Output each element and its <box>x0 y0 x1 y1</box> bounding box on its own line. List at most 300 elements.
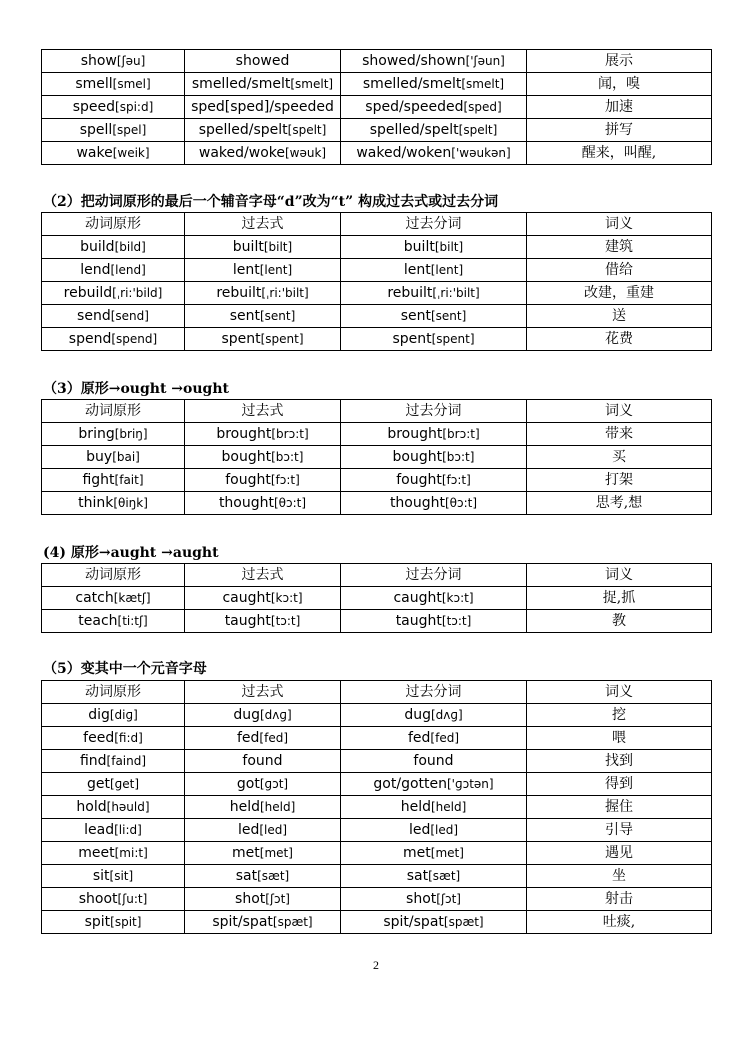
past-tense-cell-phonetic: [smelt] <box>290 77 334 91</box>
past-participle-cell-phonetic: [fɔ:t] <box>441 473 471 487</box>
base-form-cell-phonetic: [ʃəu] <box>116 54 146 68</box>
meaning-cell <box>527 773 712 796</box>
past-tense-cell-phonetic: [sent] <box>259 309 296 323</box>
past-tense-cell <box>185 446 341 469</box>
past-tense-cell-phonetic: [spent] <box>260 332 304 346</box>
base-form-cell-phonetic: [diɡ] <box>109 708 138 722</box>
past-participle-cell-phonetic: [held] <box>430 800 467 814</box>
base-form-cell-phonetic: [ʃu:t] <box>117 892 148 906</box>
base-form-cell-text: feed <box>83 730 115 746</box>
base-form-cell-phonetic: [sit] <box>109 869 134 883</box>
page-number: 2 <box>373 958 379 972</box>
past-participle-cell-phonetic: [kɔ:t] <box>441 591 474 605</box>
section-heading-2: （2）把动词原形的最后一个辅音字母“d”改为“t” 构成过去式或过去分词 <box>43 194 499 210</box>
meaning-cell <box>527 259 712 282</box>
base-form-cell-phonetic: [ti:tʃ] <box>117 614 148 628</box>
base-form-cell-text: build <box>80 239 115 255</box>
past-participle-cell-phonetic: ['ɡɔtən] <box>447 777 494 791</box>
header-past-participle <box>341 400 527 423</box>
past-tense-cell-phonetic: [ɡɔt] <box>259 777 289 791</box>
past-participle-cell <box>341 259 527 282</box>
header-past-tense <box>185 400 341 423</box>
table-row <box>42 911 712 934</box>
past-tense-cell <box>185 119 341 142</box>
past-participle-cell-text: built <box>403 239 435 255</box>
header-meaning <box>527 400 712 423</box>
base-form-cell <box>42 73 185 96</box>
past-participle-cell-text: rebuilt <box>387 285 433 301</box>
past-tense-cell-phonetic: [spelt] <box>287 123 327 137</box>
past-tense-cell <box>185 142 341 165</box>
base-form-cell <box>42 610 185 633</box>
past-tense-cell <box>185 727 341 750</box>
verb-table-4 <box>41 563 712 633</box>
past-tense-cell-text: smelled/smelt <box>191 76 291 92</box>
past-tense-cell <box>185 796 341 819</box>
base-form-cell <box>42 750 185 773</box>
meaning-cell <box>527 73 712 96</box>
past-tense-cell-phonetic: [bilt] <box>263 240 293 254</box>
meaning-cell <box>527 96 712 119</box>
verb-table-1 <box>41 49 712 165</box>
base-form-cell-text: hold <box>76 799 107 815</box>
base-form-cell-phonetic: [smel] <box>112 77 151 91</box>
past-tense-cell-text: lent <box>232 262 260 278</box>
table-row <box>42 727 712 750</box>
header-meaning-text: 词义 <box>605 216 633 232</box>
past-participle-cell <box>341 446 527 469</box>
meaning-cell-text: 握住 <box>605 799 633 815</box>
section-heading-4: (4) 原形→aught →aught <box>43 545 219 561</box>
table-row <box>42 704 712 727</box>
verb-table-3 <box>41 399 712 515</box>
past-tense-cell-text: brought <box>216 426 272 442</box>
base-form-cell <box>42 50 185 73</box>
past-participle-cell-text: sat <box>406 868 429 884</box>
past-participle-cell <box>341 305 527 328</box>
base-form-cell-phonetic: [spit] <box>110 915 142 929</box>
past-tense-cell-phonetic: [met] <box>259 846 293 860</box>
past-tense-cell-phonetic: [brɔ:t] <box>271 427 309 441</box>
past-participle-cell-text: spit/spat <box>383 914 444 930</box>
meaning-cell <box>527 282 712 305</box>
verb-table-5 <box>41 680 712 934</box>
meaning-cell <box>527 704 712 727</box>
meaning-cell-text: 找到 <box>605 753 633 769</box>
past-participle-cell-text: brought <box>387 426 443 442</box>
meaning-cell-text: 加速 <box>605 99 633 115</box>
table-header-row <box>42 564 712 587</box>
past-participle-cell-phonetic: [spæt] <box>443 915 484 929</box>
past-tense-cell <box>185 888 341 911</box>
table-row <box>42 842 712 865</box>
past-tense-cell <box>185 773 341 796</box>
past-tense-cell <box>185 865 341 888</box>
meaning-cell-text: 射击 <box>605 891 633 907</box>
base-form-cell <box>42 423 185 446</box>
past-tense-cell-text: led <box>237 822 260 838</box>
past-tense-cell-text: found <box>242 753 283 769</box>
past-tense-cell-phonetic: [sæt] <box>257 869 290 883</box>
base-form-cell-phonetic: [weik] <box>112 146 150 160</box>
header-base-form-text: 动词原形 <box>85 403 141 419</box>
past-participle-cell-text: sent <box>400 308 431 324</box>
past-tense-cell-text: met <box>232 845 260 861</box>
past-tense-cell <box>185 282 341 305</box>
past-participle-cell-phonetic: ['ʃəun] <box>465 54 505 68</box>
meaning-cell-text: 借给 <box>605 262 633 278</box>
table-row <box>42 96 712 119</box>
base-form-cell <box>42 587 185 610</box>
section-heading-3: （3）原形→ought →ought <box>43 381 229 397</box>
past-participle-cell-text: spelled/spelt <box>369 122 459 138</box>
past-tense-cell-text: thought <box>218 495 274 511</box>
meaning-cell-text: 挖 <box>612 707 626 723</box>
past-tense-cell <box>185 50 341 73</box>
base-form-cell-phonetic: [mi:t] <box>114 846 148 860</box>
past-tense-cell-phonetic: [held] <box>259 800 296 814</box>
past-participle-cell-text: sped/speeded <box>365 99 464 115</box>
past-participle-cell <box>341 423 527 446</box>
header-base-form <box>42 213 185 236</box>
header-past-tense-text: 过去式 <box>241 216 284 232</box>
meaning-cell <box>527 446 712 469</box>
past-participle-cell-text: got/gotten <box>373 776 447 792</box>
table-row <box>42 423 712 446</box>
past-tense-cell <box>185 750 341 773</box>
past-tense-cell <box>185 259 341 282</box>
past-participle-cell-text: lent <box>403 262 431 278</box>
past-tense-cell <box>185 236 341 259</box>
base-form-cell-phonetic: [bai] <box>112 450 140 464</box>
past-participle-cell-text: bought <box>392 449 443 465</box>
past-participle-cell-phonetic: [brɔ:t] <box>442 427 480 441</box>
base-form-cell-text: catch <box>75 590 114 606</box>
header-base-form <box>42 681 185 704</box>
past-participle-cell-phonetic: [ʃɔt] <box>436 892 461 906</box>
past-participle-cell-phonetic: [led] <box>430 823 459 837</box>
base-form-cell-phonetic: [send] <box>110 309 149 323</box>
meaning-cell <box>527 50 712 73</box>
header-meaning <box>527 564 712 587</box>
meaning-cell-text: 教 <box>612 613 626 629</box>
past-participle-cell-text: fought <box>396 472 442 488</box>
past-tense-cell-text: taught <box>224 613 271 629</box>
meaning-cell <box>527 492 712 515</box>
past-tense-cell-text: shot <box>235 891 266 907</box>
base-form-cell-phonetic: [ɡet] <box>109 777 140 791</box>
meaning-cell-text: 思考,想 <box>595 495 643 511</box>
header-past-tense <box>185 564 341 587</box>
table-row <box>42 73 712 96</box>
base-form-cell <box>42 236 185 259</box>
past-participle-cell-text: spent <box>392 331 432 347</box>
past-tense-cell-phonetic: [θɔ:t] <box>274 496 307 510</box>
base-form-cell-text: lead <box>84 822 115 838</box>
past-participle-cell-text: met <box>403 845 431 861</box>
past-tense-cell <box>185 423 341 446</box>
past-participle-cell-text: waked/woken <box>356 145 452 161</box>
past-participle-cell-text: smelled/smelt <box>362 76 462 92</box>
table-row <box>42 119 712 142</box>
base-form-cell-text: buy <box>86 449 113 465</box>
base-form-cell <box>42 282 185 305</box>
table-row <box>42 610 712 633</box>
base-form-cell-phonetic: [fait] <box>114 473 144 487</box>
meaning-cell-text: 改建，重建 <box>584 285 654 301</box>
header-past-participle-text: 过去分词 <box>405 684 462 700</box>
past-participle-cell <box>341 492 527 515</box>
past-participle-cell <box>341 750 527 773</box>
past-participle-cell-phonetic: [spent] <box>431 332 475 346</box>
header-past-tense-text: 过去式 <box>241 403 284 419</box>
table-header-row <box>42 213 712 236</box>
meaning-cell-text: 引导 <box>605 822 633 838</box>
table-row <box>42 305 712 328</box>
meaning-cell-text: 送 <box>612 308 626 324</box>
past-participle-cell-phonetic: [smelt] <box>461 77 505 91</box>
table-row <box>42 796 712 819</box>
past-tense-cell-phonetic: [led] <box>259 823 288 837</box>
past-tense-cell-phonetic: [lent] <box>259 263 293 277</box>
past-participle-cell <box>341 819 527 842</box>
base-form-cell-text: spend <box>68 331 112 347</box>
base-form-cell-text: smell <box>75 76 113 92</box>
past-tense-cell-phonetic: [ˌri:'bilt] <box>261 286 309 300</box>
base-form-cell-phonetic: [fi:d] <box>114 731 143 745</box>
base-form-cell <box>42 773 185 796</box>
meaning-cell <box>527 911 712 934</box>
base-form-cell-text: spit <box>84 914 111 930</box>
past-participle-cell <box>341 842 527 865</box>
meaning-cell <box>527 305 712 328</box>
past-tense-cell-text: showed <box>235 53 290 69</box>
past-participle-cell <box>341 96 527 119</box>
base-form-cell-phonetic: [spel] <box>112 123 147 137</box>
past-participle-cell-phonetic: [dʌɡ] <box>430 708 463 722</box>
past-participle-cell-phonetic: [spelt] <box>458 123 498 137</box>
past-tense-cell-text: spelled/spelt <box>198 122 288 138</box>
section-heading-5: （5）变其中一个元音字母 <box>43 661 207 677</box>
base-form-cell-text: send <box>77 308 111 324</box>
base-form-cell <box>42 492 185 515</box>
base-form-cell-text: lend <box>80 262 111 278</box>
past-tense-cell <box>185 911 341 934</box>
base-form-cell-phonetic: [spi:d] <box>115 100 154 114</box>
past-tense-cell-phonetic: [wəuk] <box>284 146 327 160</box>
header-base-form <box>42 564 185 587</box>
table-row <box>42 469 712 492</box>
past-tense-cell-phonetic: [spæt] <box>272 915 313 929</box>
base-form-cell-text: think <box>78 495 114 511</box>
table-row <box>42 773 712 796</box>
base-form-cell <box>42 865 185 888</box>
header-meaning-text: 词义 <box>605 684 633 700</box>
table-row <box>42 865 712 888</box>
base-form-cell <box>42 727 185 750</box>
base-form-cell-phonetic: [li:d] <box>114 823 142 837</box>
base-form-cell <box>42 888 185 911</box>
meaning-cell <box>527 469 712 492</box>
base-form-cell <box>42 259 185 282</box>
base-form-cell <box>42 328 185 351</box>
past-participle-cell <box>341 587 527 610</box>
meaning-cell <box>527 727 712 750</box>
base-form-cell <box>42 796 185 819</box>
past-tense-cell-text: got <box>236 776 260 792</box>
base-form-cell <box>42 96 185 119</box>
meaning-cell-text: 拼写 <box>605 122 633 138</box>
past-participle-cell-phonetic: [fed] <box>430 731 460 745</box>
verb-table-2 <box>41 212 712 351</box>
past-tense-cell <box>185 704 341 727</box>
meaning-cell <box>527 750 712 773</box>
past-participle-cell <box>341 610 527 633</box>
past-tense-cell-text: fought <box>225 472 271 488</box>
base-form-cell-text: show <box>80 53 117 69</box>
meaning-cell-text: 花费 <box>605 331 633 347</box>
past-tense-cell-text: fed <box>236 730 260 746</box>
meaning-cell <box>527 819 712 842</box>
past-tense-cell-text: held <box>229 799 260 815</box>
past-participle-cell <box>341 73 527 96</box>
meaning-cell-text: 醒来，叫醒, <box>581 145 657 161</box>
base-form-cell-text: sit <box>92 868 110 884</box>
past-participle-cell-text: caught <box>393 590 442 606</box>
past-tense-cell <box>185 842 341 865</box>
past-participle-cell-phonetic: [ˌri:'bilt] <box>432 286 480 300</box>
past-participle-cell-text: taught <box>395 613 442 629</box>
meaning-cell-text: 闻，嗅 <box>598 76 640 92</box>
meaning-cell <box>527 796 712 819</box>
header-base-form-text: 动词原形 <box>85 567 141 583</box>
table-row <box>42 888 712 911</box>
past-participle-cell <box>341 773 527 796</box>
base-form-cell-phonetic: [spend] <box>111 332 158 346</box>
past-participle-cell <box>341 911 527 934</box>
base-form-cell <box>42 119 185 142</box>
past-tense-cell-phonetic: [dʌɡ] <box>259 708 292 722</box>
past-participle-cell-phonetic: [bilt] <box>434 240 464 254</box>
base-form-cell-text: meet <box>78 845 115 861</box>
past-tense-cell-text: bought <box>221 449 272 465</box>
past-tense-cell-text: built <box>232 239 264 255</box>
meaning-cell <box>527 119 712 142</box>
past-participle-cell-text: found <box>413 753 454 769</box>
table-row <box>42 587 712 610</box>
base-form-cell-text: dig <box>88 707 110 723</box>
past-tense-cell-text: sat <box>235 868 258 884</box>
header-past-participle-text: 过去分词 <box>405 216 462 232</box>
past-tense-cell-phonetic: [fɔ:t] <box>270 473 300 487</box>
past-tense-cell <box>185 305 341 328</box>
past-participle-cell <box>341 796 527 819</box>
past-participle-cell <box>341 888 527 911</box>
past-tense-cell <box>185 73 341 96</box>
header-meaning <box>527 213 712 236</box>
past-tense-cell-text: waked/woke <box>198 145 285 161</box>
header-past-participle-text: 过去分词 <box>405 403 462 419</box>
past-participle-cell-phonetic: [tɔ:t] <box>441 614 472 628</box>
header-meaning-text: 词义 <box>605 567 633 583</box>
base-form-cell <box>42 305 185 328</box>
past-tense-cell-text: spit/spat <box>212 914 273 930</box>
table-header-row <box>42 400 712 423</box>
header-past-tense-text: 过去式 <box>241 684 284 700</box>
past-participle-cell-text: showed/shown <box>362 53 466 69</box>
base-form-cell-text: teach <box>78 613 118 629</box>
meaning-cell-text: 坐 <box>612 868 626 884</box>
table-header-row <box>42 681 712 704</box>
past-participle-cell <box>341 119 527 142</box>
past-participle-cell <box>341 236 527 259</box>
table-row <box>42 750 712 773</box>
past-tense-cell-phonetic: [ʃɔt] <box>265 892 290 906</box>
past-participle-cell <box>341 50 527 73</box>
past-participle-cell-text: dug <box>404 707 431 723</box>
header-past-tense-text: 过去式 <box>241 567 284 583</box>
past-participle-cell-phonetic: [lent] <box>430 263 464 277</box>
header-base-form-text: 动词原形 <box>85 216 141 232</box>
base-form-cell-phonetic: [ˌri:'bild] <box>112 286 163 300</box>
base-form-cell-text: find <box>79 753 107 769</box>
header-past-participle-text: 过去分词 <box>405 567 462 583</box>
past-tense-cell <box>185 587 341 610</box>
header-past-tense <box>185 213 341 236</box>
base-form-cell-text: bring <box>78 426 115 442</box>
past-participle-cell <box>341 469 527 492</box>
base-form-cell <box>42 704 185 727</box>
header-base-form <box>42 400 185 423</box>
past-participle-cell <box>341 704 527 727</box>
meaning-cell <box>527 865 712 888</box>
past-participle-cell-text: shot <box>406 891 437 907</box>
meaning-cell-text: 展示 <box>605 53 633 69</box>
header-past-participle <box>341 681 527 704</box>
base-form-cell-text: shoot <box>78 891 118 907</box>
past-participle-cell <box>341 727 527 750</box>
past-participle-cell-phonetic: [sæt] <box>428 869 461 883</box>
past-tense-cell <box>185 492 341 515</box>
header-past-participle <box>341 213 527 236</box>
meaning-cell <box>527 587 712 610</box>
past-tense-cell <box>185 96 341 119</box>
past-tense-cell <box>185 469 341 492</box>
past-participle-cell-phonetic: [sped] <box>463 100 502 114</box>
meaning-cell-text: 建筑 <box>605 239 633 255</box>
past-tense-cell-phonetic: [kɔ:t] <box>270 591 303 605</box>
base-form-cell-phonetic: [həuld] <box>106 800 150 814</box>
past-tense-cell <box>185 819 341 842</box>
past-participle-cell <box>341 865 527 888</box>
header-base-form-text: 动词原形 <box>85 684 141 700</box>
table-row <box>42 446 712 469</box>
base-form-cell <box>42 446 185 469</box>
past-tense-cell <box>185 610 341 633</box>
past-tense-cell-phonetic: [bɔ:t] <box>271 450 304 464</box>
past-tense-cell-text: sent <box>229 308 260 324</box>
past-participle-cell-phonetic: [bɔ:t] <box>442 450 475 464</box>
past-participle-cell-phonetic: [θɔ:t] <box>445 496 478 510</box>
past-tense-cell-text: spent <box>221 331 261 347</box>
base-form-cell <box>42 469 185 492</box>
base-form-cell-text: wake <box>76 145 113 161</box>
table-row <box>42 142 712 165</box>
table-row <box>42 50 712 73</box>
base-form-cell-text: speed <box>72 99 116 115</box>
meaning-cell <box>527 610 712 633</box>
past-tense-cell-phonetic: [fed] <box>259 731 289 745</box>
